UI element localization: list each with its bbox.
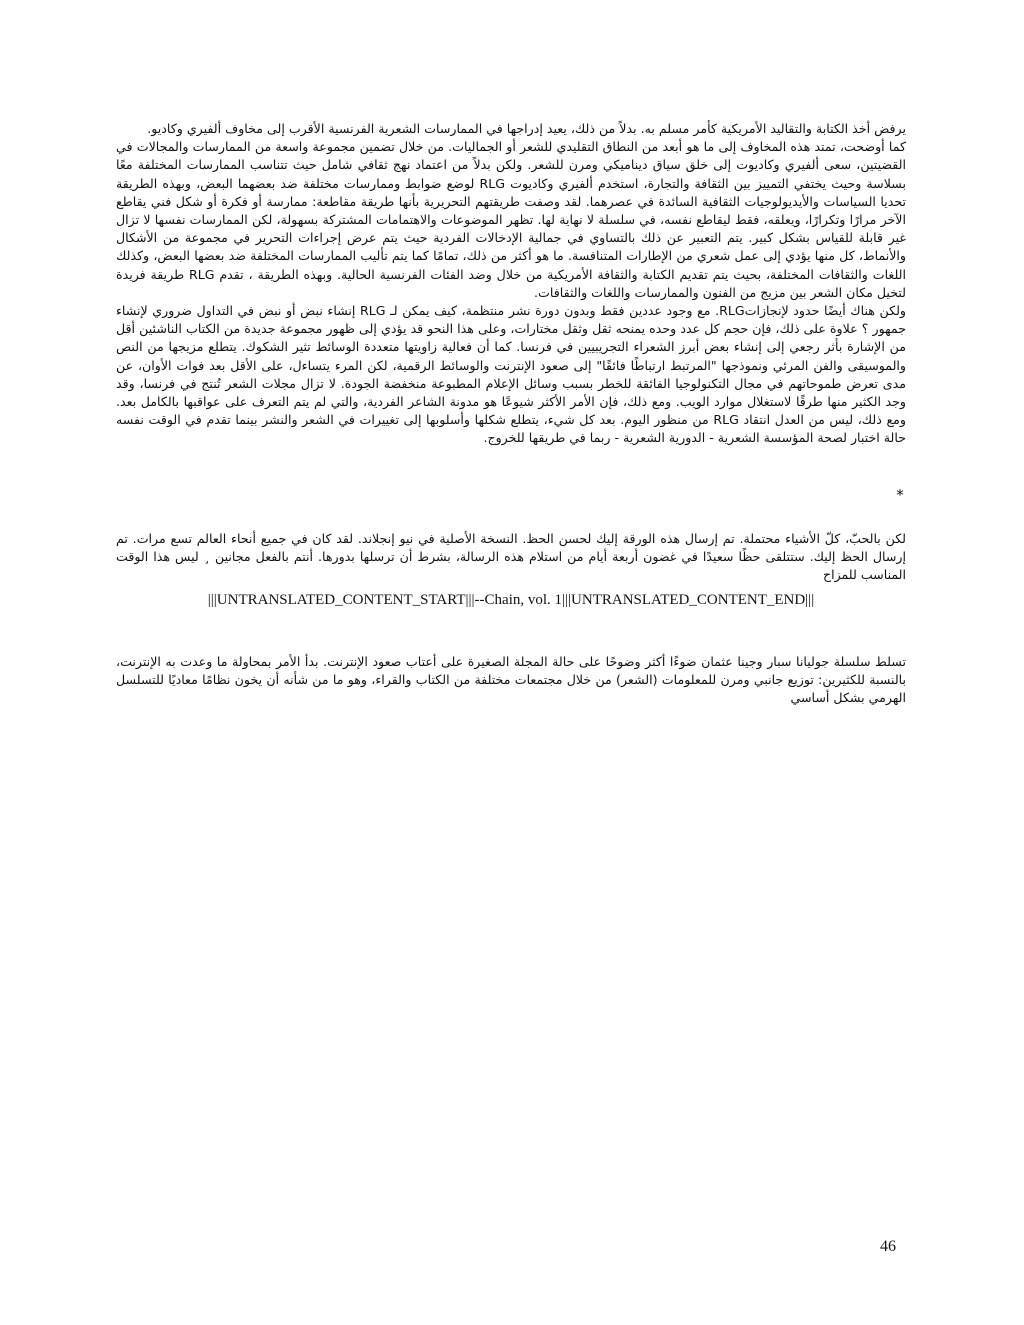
page-number: 46 (880, 1238, 896, 1255)
untranslated-citation: |||UNTRANSLATED_CONTENT_START|||--Chain, vol. 1|||UNTRANSLATED_CONTENT_END||| (207, 592, 815, 608)
chain-letter-paragraph: لكن بالحبّ، كلّ الأشياء محتملة. تم إرسال هذه الورقة إليك لحسن الحظ. النسخة الأصلية في نيو إنجلاند. لقد كان في جميع أنحاء العالم تسع مرات. تم إرسال الحظ إليك. ستتلقى حظًا سعيدًا في غضون أربعة أيام من استلام هذه الرسالة، بشرط أن ترسلها بدورها. أنتم بالفعل مجانين ¸ ليس هذا الوقت المناسب للمزاح (116, 531, 906, 583)
paragraph-2: كما أوضحت، تمتد هذه المخاوف إلى ما هو أبعد من النطاق التقليدي للشعر أو الجماليات. من خلال تضمين مجموعة واسعة من الممارسات والمجالات في القضيتين، سعى ألفيري وكاديوت إلى خلق سياق ديناميكي ومرن للشعر. ولكن بدلاً من اعتماد نهج ثقافي شامل حيث تتناسب الممارسات المختلفة معًا بسلاسة وحيث يختفي التمييز بين الثقافة والتجارة، استخدم ألفيري وكاديوت RLG لوضع ضوابط وممارسات مختلفة ضد بعضهما البعض، وبهذه الطريقة تحديا السياسات والأيديولوجيات الثقافية السائدة في عصرهما. لقد وصفت طريقتهم التحريرية بأنها طريقة مقاطعة: ممارسة أو فكرة أو شكل فني يقاطع الآخر مرارًا وتكرارًا، ويعلقه، فقط ليقاطع نفسه، في سلسلة لا نهاية لها. تظهر الموضوعات والاهتمامات المشتركة بسهولة، لكن الممارسات نفسها لا تزال غير قابلة للقياس بشكل كبير. يتم التعبير عن ذلك بالتساوي في جمالية الإدخالات الفردية حيث يتم عرض إجراءات التحرير في مجموعة من الأشكال والأنماط، كل منها يؤدي إلى عمل شعري من الإطارات المتنافسة. ما هو أكثر من ذلك، تمامًا كما يتم تأليب الممارسات المختلفة ضد بعضها البعض، وكذلك اللغات والثقافات المختلفة، بحيث يتم تقديم الكتابة والثقافة الأمريكية من خلال وضد الفئات الفرنسية الحالية. وبهذه الطريقة ، تقدم RLG طريقة فريدة لتخيل مكان الشعر بين مزيج من الفنون والممارسات واللغات والثقافات. (116, 139, 906, 300)
paragraph-3: ولكن هناك أيضًا حدود لإنجازاتRLG. مع وجود عددين فقط وبدون دورة نشر منتظمة، كيف يمكن لـ RLG إنشاء نبض أو نبض في التداول ضروري لإنشاء جمهور ؟ علاوة على ذلك، فإن حجم كل عدد وحده يمنحه ثقل وثقل مختارات، وعلى هذا النحو قد يؤدي إلى ظهور مجموعة جديدة من الكتاب الناشئين أقل من الإشارة بأثر رجعي إلى إنشاء بعض أبرز الشعراء التجريبيين في فرنسا. كما أن فعالية زاويتها متعددة الوسائط تثير الشكوك. يتطلع مزيجها من النص والموسيقى والفن المرئي ونموذجها "المرتبط ارتباطًا فائقًا" إلى صعود الإنترنت والوسائط الرقمية، لكن المرء يتساءل، على الأقل بعد فوات الأوان، عن مدى تعرض طموحاتهم في مجال التكنولوجيا الفائقة للخطر بسبب وسائل الإعلام المطبوعة منخفضة الجودة. لا تزال مجلات الشعر تُنتج في فرنسا، وقد وجد الكثير منها طرقًا لاستغلال موارد الويب. ومع ذلك، فإن الأمر الأكثر شيوعًا هو مدونة الشاعر الفردية، والتي لم يتم التعرف على عواقبها بالكامل بعد. ومع ذلك، ليس من العدل انتقاد RLG من منظور اليوم. بعد كل شيء، يتطلع شكلها وأسلوبها إلى تغييرات في الشعر والنشر بينما تقدم في الوقت نفسه حالة اختبار لصحة المؤسسة الشعرية - الدورية الشعرية - ربما في طريقها للخروج. (116, 303, 906, 446)
section-3 (116, 653, 906, 708)
section-2 (116, 530, 906, 585)
section-1 (116, 120, 906, 448)
chain-description-paragraph: تسلط سلسلة جوليانا سبار وجينا عثمان ضوءًا أكثر وضوحًا على حالة المجلة الصغيرة على أعتاب صعود الإنترنت. بدأ الأمر بمحاولة ما وعدت به الإنترنت، بالنسبة للكثيرين: توزيع جانبي ومرن للمعلومات (الشعر) من خلال مجتمعات مختلفة من الكتاب والقراء، وهو ما من شأنه أن يخون نظامًا معاديًا للتسلسل الهرمي بشكل أساسي (116, 654, 906, 706)
paragraph-1: يرفض أخذ الكتابة والتقاليد الأمريكية كأمر مسلم به. بدلاً من ذلك، يعيد إدراجها في الممارسات الشعرية الفرنسية الأقرب إلى مخاوف ألفيري وكاديو. (147, 121, 906, 136)
section-separator: * (896, 486, 904, 504)
